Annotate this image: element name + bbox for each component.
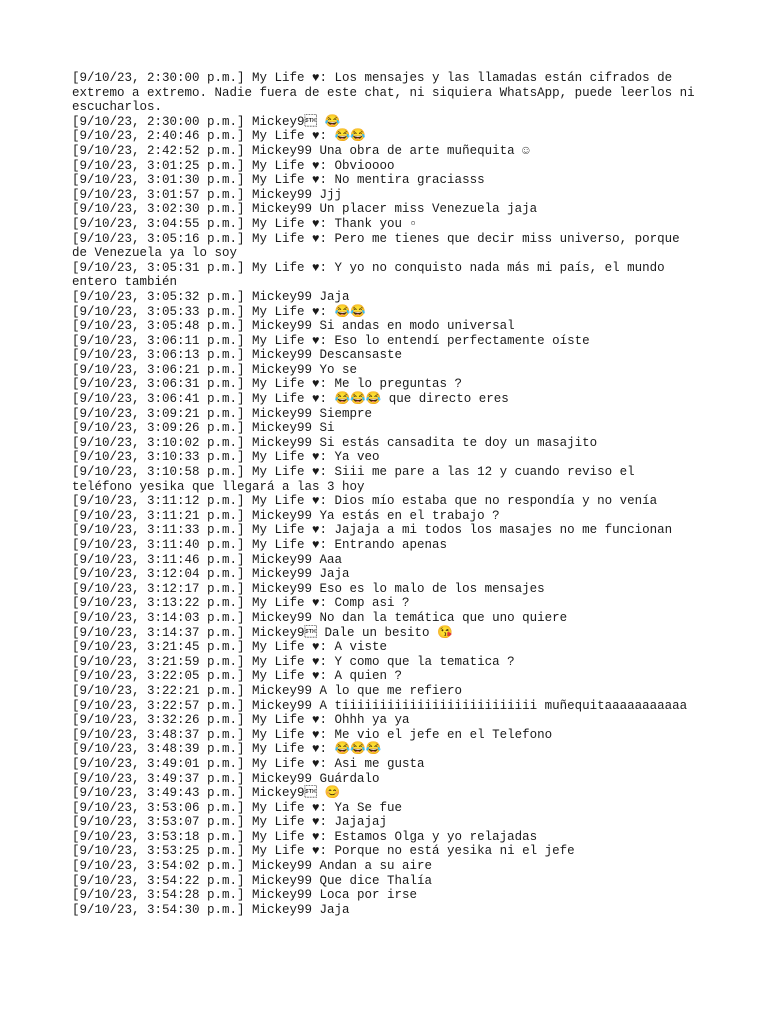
chat-message-line: [9/10/23, 3:22:57 p.m.] Mickey99 A tiiiiiiiiiiiiiiiiiiiiiiiiii muñequitaaaaaaaaaaa (72, 698, 688, 713)
chat-message-line: [9/10/23, 3:05:16 p.m.] My Life ♥: Pero me tienes que decir miss universo, porque de Venezuela ya lo soy (72, 231, 688, 261)
chat-message-line: [9/10/23, 3:54:22 p.m.] Mickey99 Que dice Thalía (72, 873, 433, 888)
chat-message-line: [9/10/23, 3:49:37 p.m.] Mickey99 Guárdalo (72, 771, 380, 786)
chat-message-line: [9/10/23, 3:11:21 p.m.] Mickey99 Ya estás en el trabajo ? (72, 508, 500, 523)
chat-message-line: [9/10/23, 2:30:00 p.m.] My Life ♥: Los mensajes y las llamadas están cifrados de extremo a extremo. Nadie fuera de este chat, ni siquiera WhatsApp, puede leerlos ni escucharlos. (72, 71, 703, 115)
chat-message-line: [9/10/23, 3:04:55 p.m.] My Life ♥: Thank you ▫ (72, 216, 418, 231)
chat-message-line: [9/10/23, 3:01:25 p.m.] My Life ♥: Obvioooo (72, 158, 395, 173)
chat-message-line: [9/10/23, 3:06:41 p.m.] My Life ♥: 😂😂😂 que directo eres (72, 392, 509, 407)
chat-message-line: [9/10/23, 3:14:37 p.m.] Mickey9 Dale un besito 😘 (72, 625, 453, 640)
chat-message-line: [9/10/23, 3:13:22 p.m.] My Life ♥: Comp asi ? (72, 596, 410, 611)
chat-message-line: [9/10/23, 3:12:17 p.m.] Mickey99 Eso es lo malo de los mensajes (72, 581, 545, 596)
chat-message-line: [9/10/23, 2:30:00 p.m.] Mickey9 😂 (72, 114, 341, 129)
chat-message-line: [9/10/23, 3:22:21 p.m.] Mickey99 A lo que me refiero (72, 683, 463, 698)
chat-message-line: [9/10/23, 3:11:33 p.m.] My Life ♥: Jajaja a mi todos los masajes no me funcionan (72, 523, 673, 538)
chat-message-line: [9/10/23, 3:10:02 p.m.] Mickey99 Si estás cansadita te doy un masajito (72, 435, 598, 450)
chat-message-line: [9/10/23, 3:10:58 p.m.] My Life ♥: Siii me pare a las 12 y cuando reviso el teléfono yesika que llegará a las 3 hoy (72, 465, 643, 494)
chat-message-line: [9/10/23, 3:11:46 p.m.] Mickey99 Aaa (72, 552, 343, 567)
chat-message-line: [9/10/23, 3:48:39 p.m.] My Life ♥: 😂😂😂 (72, 742, 382, 757)
chat-message-line: [9/10/23, 3:01:57 p.m.] Mickey99 Jjj (72, 187, 343, 202)
chat-message-line: [9/10/23, 3:06:13 p.m.] Mickey99 Descansaste (72, 348, 403, 363)
chat-message-line: [9/10/23, 3:48:37 p.m.] My Life ♥: Me vio el jefe en el Telefono (72, 727, 553, 742)
chat-message-line: [9/10/23, 3:06:31 p.m.] My Life ♥: Me lo preguntas ? (72, 377, 463, 392)
chat-message-line: [9/10/23, 3:11:40 p.m.] My Life ♥: Entrando apenas (72, 538, 448, 552)
chat-message-line: [9/10/23, 3:54:30 p.m.] Mickey99 Jaja (72, 902, 350, 917)
chat-message-line: [9/10/23, 3:12:04 p.m.] Mickey99 Jaja (72, 567, 350, 582)
chat-message-line: [9/10/23, 3:21:59 p.m.] My Life ♥: Y como que la tematica ? (72, 654, 515, 669)
chat-message-line: [9/10/23, 3:01:30 p.m.] My Life ♥: No mentira graciasss (72, 173, 485, 188)
chat-message-line: [9/10/23, 3:49:01 p.m.] My Life ♥: Asi me gusta (72, 756, 425, 771)
chat-message-line: [9/10/23, 3:11:12 p.m.] My Life ♥: Dios mío estaba que no respondía y no venía (72, 494, 658, 509)
chat-message-line: [9/10/23, 3:06:11 p.m.] My Life ♥: Eso lo entendí perfectamente oíste (72, 333, 590, 348)
chat-message-line: [9/10/23, 2:40:46 p.m.] My Life ♥: 😂😂 (72, 129, 366, 144)
chat-message-line: [9/10/23, 3:54:02 p.m.] Mickey99 Andan a su aire (72, 859, 433, 874)
chat-message-line: [9/10/23, 3:10:33 p.m.] My Life ♥: Ya veo (72, 450, 380, 465)
chat-message-line: [9/10/23, 3:53:06 p.m.] My Life ♥: Ya Se fue (72, 800, 403, 815)
chat-message-line: [9/10/23, 3:05:32 p.m.] Mickey99 Jaja (72, 289, 350, 304)
chat-message-line: [9/10/23, 3:09:21 p.m.] Mickey99 Siempre (72, 406, 373, 421)
chat-message-line: [9/10/23, 2:42:52 p.m.] Mickey99 Una obra de arte muñequita ☺ (72, 143, 530, 158)
chat-message-line: [9/10/23, 3:53:18 p.m.] My Life ♥: Estamos Olga y yo relajadas (72, 829, 538, 844)
chat-message-line: [9/10/23, 3:53:25 p.m.] My Life ♥: Porque no está yesika ni el jefe (72, 844, 575, 859)
chat-message-line: [9/10/23, 3:22:05 p.m.] My Life ♥: A quien ? (72, 669, 403, 684)
chat-message-line: [9/10/23, 3:14:03 p.m.] Mickey99 No dan la temática que uno quiere (72, 610, 568, 625)
chat-message-line: [9/10/23, 3:53:07 p.m.] My Life ♥: Jajajaj (72, 815, 388, 830)
chat-message-line: [9/10/23, 3:32:26 p.m.] My Life ♥: Ohhh ya ya (72, 713, 410, 728)
chat-message-line: [9/10/23, 3:21:45 p.m.] My Life ♥: A viste (72, 640, 388, 655)
chat-message-line: [9/10/23, 3:06:21 p.m.] Mickey99 Yo se (72, 362, 358, 377)
chat-transcript (72, 71, 702, 917)
chat-message-line: [9/10/23, 3:02:30 p.m.] Mickey99 Un placer miss Venezuela jaja (72, 202, 538, 217)
chat-message-line: [9/10/23, 3:05:33 p.m.] My Life ♥: 😂😂 (72, 304, 366, 319)
chat-message-line: [9/10/23, 3:54:28 p.m.] Mickey99 Loca por irse (72, 888, 418, 903)
chat-message-line: [9/10/23, 3:09:26 p.m.] Mickey99 Si (72, 421, 335, 436)
chat-message-line: [9/10/23, 3:49:43 p.m.] Mickey9 😊 (72, 786, 341, 801)
chat-message-line: [9/10/23, 3:05:31 p.m.] My Life ♥: Y yo no conquisto nada más mi país, el mundo entero también (72, 260, 673, 290)
chat-message-line: [9/10/23, 3:05:48 p.m.] Mickey99 Si andas en modo universal (72, 319, 515, 334)
